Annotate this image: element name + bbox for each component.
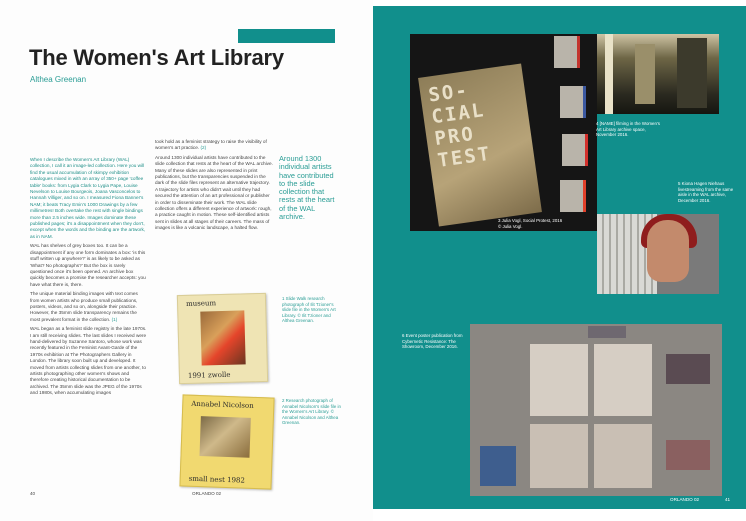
poster-panel bbox=[530, 424, 588, 488]
slide-transparency bbox=[199, 416, 250, 458]
archive-shelf bbox=[635, 44, 655, 104]
body-paragraph: took hold as a feminist strategy to raise the visibility of women's art practice. (2) bbox=[155, 139, 267, 151]
footnote-ref: (1) bbox=[111, 316, 118, 322]
book-cover bbox=[418, 63, 542, 226]
footnote-ref: (2) bbox=[200, 145, 207, 151]
booklet bbox=[562, 134, 588, 166]
journal-name-left: ORLANDO 02 bbox=[192, 491, 222, 496]
page-number-left: 40 bbox=[30, 491, 36, 496]
poster-panel bbox=[594, 344, 652, 416]
caption-1: 1 Slide Walk research photograph of Ilit Tzioner's slide file in the Women's Art Library. © Ilit Tzioner and Althea Greenan. bbox=[282, 296, 336, 324]
page-number-right: 41 bbox=[725, 497, 731, 502]
slide-handwriting: small nest 1982 bbox=[188, 474, 246, 485]
archive-shelf bbox=[605, 34, 613, 114]
slide-transparency bbox=[200, 310, 245, 365]
body-paragraph: WAL has shelves of grey boxes too. It can be a disappointment if any one form dominates a box: 'is this stuff written up anywhere?' is as likely to be asked as 'What? No photographs?' But the box is rarely questioned once it's been opened. An archive box quickly becomes a promise the researcher accepts: you have what there is, there. bbox=[30, 243, 146, 287]
photo-event-poster bbox=[470, 324, 722, 496]
photo-livestream bbox=[597, 214, 719, 294]
caption-5: 5 Kiona Hagen Niehaus livestreaming from the same aisle in the WAL archive, December 2016. bbox=[678, 181, 734, 203]
poster-image bbox=[588, 326, 626, 338]
archive-shelf bbox=[677, 38, 707, 108]
body-paragraph: WAL began as a feminist slide registry in the late 1970s. I am still receiving slides. The last slides I received were hand-delivered by Suzanne Santoro, whose work was recently featured in the Feminist Avant-Garde of the 1970s exhibition at The Photographers Gallery in London. The library soon built up and developed. It moved from artists collecting slides from one another, to artists photographing other women's shows and therefore creating historical documentation to be archived. The 35mm slide was the JPEG of the 1970s and 1980s, when accumulating images bbox=[30, 326, 147, 396]
booklet bbox=[560, 86, 586, 118]
intro-paragraph: When I describe the Women's Art Library (WAL) collection, I call it an image-led collection. Here you will find the usual accumulation of skimpy exhibition catalogues mixed in with an array of 350+ page 'coffee table' books: from Lygia Clark to Lygia Pape, Louise Nevelson to Louise Bourgeois, Joana Vasconcelos to Hannah Villiger, and so on. I measured Fiona Banner's NAM; it beats Tracy Emin's 1000 Drawings by a few millimetres! Both overtake the rest with single bindings more than 2.5 inches wide. Images dominate these published pages; it's a disappointment when they don't, except when the words and the binding are the artwork, as in NAM. bbox=[30, 157, 146, 239]
poster-image bbox=[480, 446, 516, 486]
photo-archive-filming bbox=[597, 34, 719, 114]
caption-3: 3 Julia Vogl, Social Protest, 2016 © Julia Vogl. bbox=[498, 218, 563, 229]
slide-handwriting: 1991 zwolle bbox=[187, 370, 231, 380]
booklet bbox=[560, 180, 586, 212]
poster-image bbox=[666, 440, 710, 470]
slide-photo-1 bbox=[177, 293, 268, 384]
title-accent-bar bbox=[238, 29, 335, 43]
book-cover-text: SO- CIAL PRO TEST bbox=[427, 79, 493, 172]
slide-photo-2 bbox=[179, 394, 274, 489]
caption-2: 2 Research photograph of Annabel Nicolson's slide file in the Women's Art Library. © Annabel Nicolson and Althea Greenan. bbox=[282, 398, 341, 426]
teal-background bbox=[373, 6, 746, 509]
body-paragraph: The unique material binding images with text comes from women artists who produce small publications, posters, videos, and so on, alongside their practice. However, the 35mm slide transparency remains the most prevalent format in the collection. (1) bbox=[30, 291, 138, 322]
poster-image bbox=[666, 354, 710, 384]
pull-quote: Around 1300 individual artists have contributed to the slide collection that rests at the heart of the WAL archive. bbox=[279, 154, 335, 222]
caption-6: 6 Event poster publication from Cybernetic Resistance: The Showroom, December 2016. bbox=[402, 333, 463, 350]
body-paragraph: Around 1300 individual artists have contributed to the slide collection that rests at the heart of the WAL archive. Many of these slides are also represented in print publications, but the transparencies suspended in the dark of the slide files represent an alternative trajectory. A trajectory for artists who didn't wait until they had secured the attention of an art professional or publisher in order to disseminate their work. The WAL slide collection offers a different experience of artwork: rough, a practice caught in motion. These self-identified artists sent in slides at all stages of their careers. The mass of images is like a volcanic landscape, a halted flow. bbox=[155, 154, 273, 231]
slide-handwriting: Annabel Nicolson bbox=[191, 399, 254, 410]
article-author: Althea Greenan bbox=[30, 75, 87, 84]
caption-4: 4 [NAME] filming in the Women's Art Library archive space, November 2016. bbox=[596, 121, 660, 138]
right-page bbox=[373, 0, 746, 521]
photo-social-protest bbox=[410, 34, 597, 231]
article-title: The Women's Art Library bbox=[29, 45, 284, 70]
poster-panel bbox=[594, 424, 652, 488]
text-column-left bbox=[30, 157, 147, 400]
poster-panel bbox=[530, 344, 588, 416]
slide-handwriting: museum bbox=[185, 299, 217, 308]
text-column-middle bbox=[155, 139, 273, 235]
journal-name-right: ORLANDO 02 bbox=[670, 497, 700, 502]
booklet bbox=[554, 36, 580, 68]
person-face bbox=[647, 220, 689, 282]
